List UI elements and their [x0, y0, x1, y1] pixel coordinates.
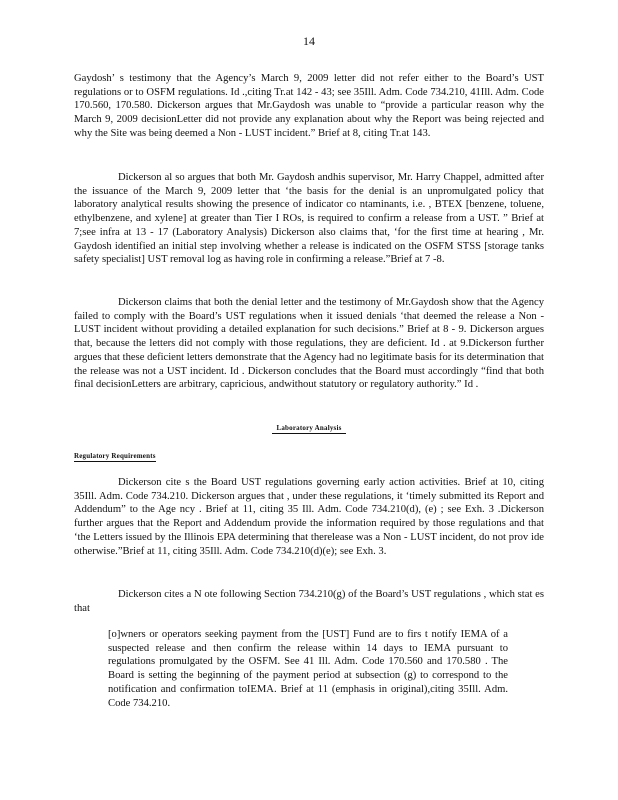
subsection-heading-regulatory-requirements: Regulatory Requirements [74, 452, 156, 460]
body-text-4 [74, 476, 544, 558]
paragraph-1: Gaydosh’ s testimony that the Agency’s March 9, 2009 letter did not refer either to the Board’s UST regulations or to OSFM regulations. Id .,citing Tr.at 142 - 43; see 35Ill. Adm. Code 734.210, 41Ill. Adm. Code 170.560, 170.580. Dickerson argues that Mr.Gaydosh was unable to “provide a particular reason why the March 9, 2009 decisionLetter did not provide any explanation about why the Report was being rejected and why the Site was being deemed a Non - LUST incident.” Brief at 8, citing Tr.at 143. [74, 73, 544, 139]
paragraph-4: Dickerson cite s the Board UST regulations governing early action activities. Brief at 10, citing 35Ill. Adm. Code 734.210. Dickerson argues that , under these regulations, it ‘timely submitted its Report and Addendum” to the Age ncy . Brief at 11, citing 35 Ill. Adm. Code 734.210(d), (e) ; see Exh. 3 .Dickerson further argues that the Report and Addendum provide the information required by those regulations and that ‘the Letters issued by the Illinois EPA determining that therelease was a Non - LUST incident, do not prov ide otherwise.”Brief at 11, citing 35Ill. Adm. Code 734.210(d)(e); see Exh. 3. [74, 477, 544, 557]
paragraph-3: Dickerson claims that both the denial letter and the testimony of Mr.Gaydosh show that the Agency failed to comply with the Board’s UST regulations when it issued denials ‘that deemed the release a Non - LUST incident without providing a detailed explanation for such decisions.” Brief at 8 - 9. Dickerson argues that, because the letters did not comply with those regulations, they are deficient. Id . at 9.Dickerson further argues that these deficient letters demonstrate that the Agency had no legitimate basis for its determination that the release was not a UST incident. Id . Dickerson concludes that the Board must accordingly “find that both final decisionLetters are arbitrary, capricious, andwithout statutory or regulatory authority.” Id . [74, 297, 544, 391]
page-number: 14 [303, 34, 315, 48]
paragraph-5: Dickerson cites a N ote following Section 734.210(g) of the Board’s UST regulations , which stat es that [74, 589, 544, 614]
paragraph-2: Dickerson al so argues that both Mr. Gaydosh andhis supervisor, Mr. Harry Chappel, admitted after the issuance of the March 9, 2009 letter that ‘the basis for the denial is an unpromulgated policy that laboratory analytical results showing the presence of indicator co ntaminants, i.e. , BTEX [benzene, toluene, ethylbenzene, and xylene] at greater than Tier I ROs, is required to confirm a release from a UST. ” Brief at 7;see infra at 13 - 17 (Laboratory Analysis) Dickerson also claims that, ‘for the first time at hearing , Mr. Gaydosh identified an initial step involving whether a release is indicated on the OSFM STSS [storage tanks safety specialist] UST removal log as having role in confirming a release.”Brief at 7 -8. [74, 172, 544, 266]
body-text-1 [74, 72, 544, 141]
body-text-2 [74, 171, 544, 267]
body-text-5 [74, 588, 544, 615]
block-quote: [o]wners or operators seeking payment from the [UST] Fund are to firs t notify IEMA of a suspected release and then confirm the release within 14 days to IEMA pursuant to regulations promulgated by the OSFM. See 41 Ill. Adm. Code 170.560 and 170.580 . The Board is setting the beginning of the payment period at subsection (g) to correspond to the notification and confirmation toIEMA. Brief at 11 (emphasis in original),citing 35Ill. Adm. Code 734.210. [108, 629, 508, 709]
body-text-3 [74, 296, 544, 392]
section-heading-text: Laboratory Analysis [272, 424, 345, 434]
section-heading-laboratory-analysis [0, 424, 618, 432]
